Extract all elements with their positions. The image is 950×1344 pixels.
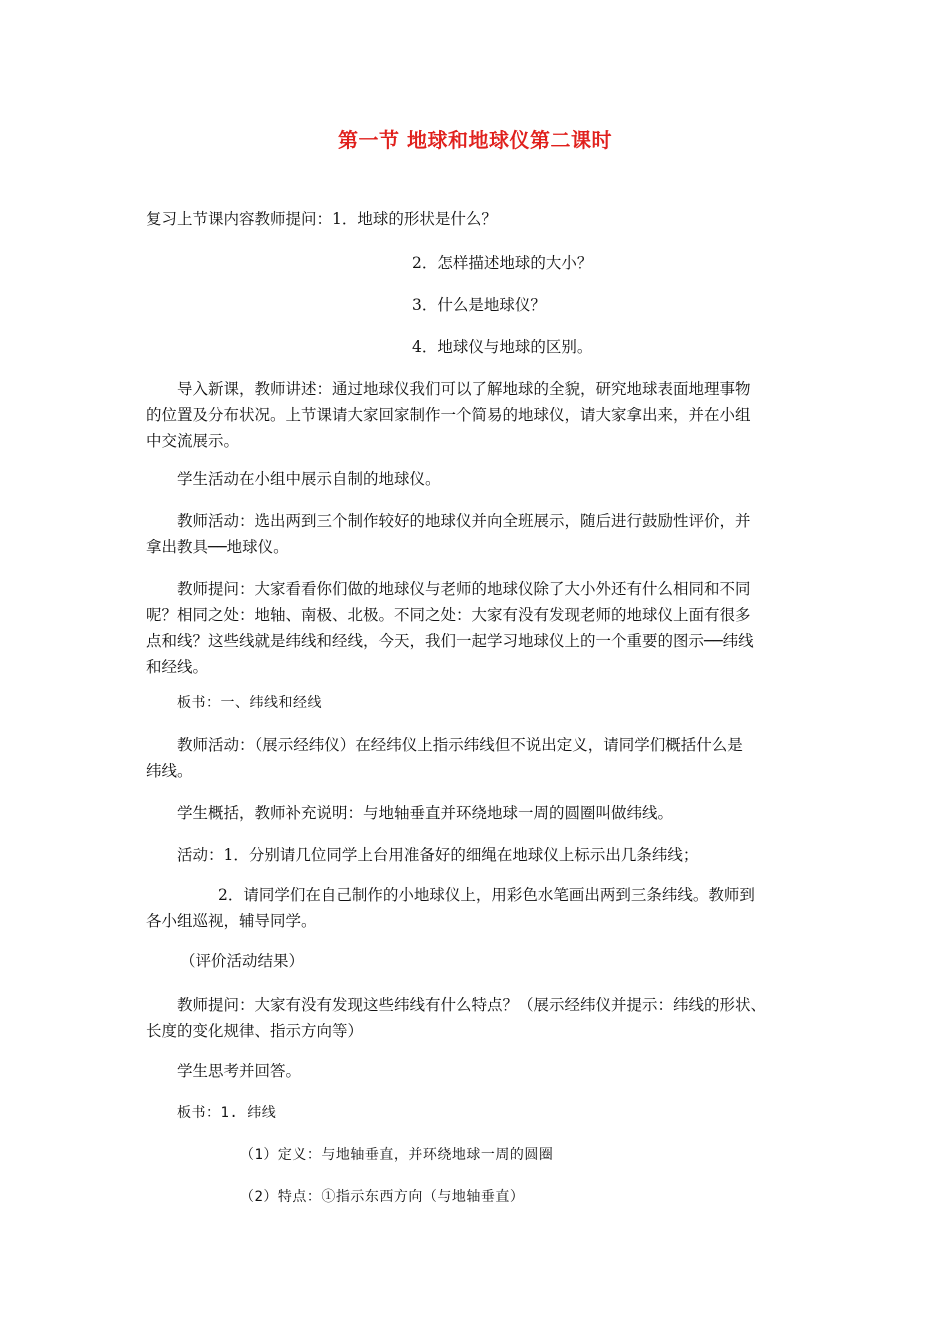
student-answer-paragraph: 学生思考并回答。: [177, 1062, 302, 1080]
review-question-3: 3．什么是地球仪？: [412, 296, 546, 314]
evaluation-note: （评价活动结果）: [180, 952, 305, 970]
teacher-activity-paragraph: [146, 508, 810, 560]
teacher-question-line-3: 点和线？这些线就是纬线和经线，今天，我们一起学习地球仪上的一个重要的图示──纬线: [146, 632, 754, 650]
teacher-activity-line-2: 拿出教具──地球仪。: [146, 538, 289, 556]
teacher-activity-line-1: 教师活动：选出两到三个制作较好的地球仪并向全班展示，随后进行鼓励性评价，并: [177, 512, 751, 530]
teacher-question-line-4: 和经线。: [146, 658, 209, 676]
board-heading-2: 板书：1. 纬线: [177, 1105, 277, 1121]
board-heading-1: 板书：一、纬线和经线: [177, 695, 322, 711]
student-summary-paragraph: 学生概括，教师补充说明：与地轴垂直并环绕地球一周的圆圈叫做纬线。: [177, 804, 674, 822]
teacher-activity-2-line-2: 纬线。: [146, 762, 193, 780]
teacher-question-line-2: 呢？相同之处：地轴、南极、北极。不同之处：大家有没有发现老师的地球仪上面有很多: [146, 606, 751, 624]
teacher-question-2-line-1: 教师提问：大家有没有发现这些纬线有什么特点？（展示经纬仪并提示：纬线的形状、: [177, 996, 767, 1014]
activity-line-1: 活动：1．分别请几位同学上台用准备好的细绳在地球仪上标示出几条纬线；: [177, 846, 699, 864]
teacher-question-2-paragraph: [146, 992, 810, 1044]
teacher-activity-2-paragraph: [146, 732, 810, 784]
intro-line-2: 的位置及分布状况。上节课请大家回家制作一个简易的地球仪，请大家拿出来，并在小组: [146, 406, 751, 424]
intro-line-3: 中交流展示。: [146, 432, 240, 450]
teacher-question-line-1: 教师提问：大家看看你们做的地球仪与老师的地球仪除了大小外还有什么相同和不同: [177, 580, 751, 598]
activity-paragraph-2: [146, 882, 810, 934]
activity-line-2: 2．请同学们在自己制作的小地球仪上，用彩色水笔画出两到三条纬线。教师到: [218, 886, 755, 904]
review-question-2: 2．怎样描述地球的大小？: [412, 254, 593, 272]
teacher-activity-2-line-1: 教师活动：（展示经纬仪）在经纬仪上指示纬线但不说出定义，请同学们概括什么是: [177, 736, 743, 754]
teacher-question-paragraph: [146, 576, 810, 680]
board-feature: （2）特点：①指示东西方向（与地轴垂直）: [240, 1189, 525, 1205]
intro-paragraph: [146, 376, 810, 454]
activity-line-3: 各小组巡视，辅导同学。: [146, 912, 317, 930]
review-question-1: 复习上节课内容教师提问：1．地球的形状是什么？: [146, 210, 497, 228]
teacher-question-2-line-2: 长度的变化规律、指示方向等）: [146, 1022, 364, 1040]
review-question-4: 4．地球仪与地球的区别。: [412, 338, 593, 356]
document-title: 第一节 地球和地球仪第二课时: [338, 128, 612, 152]
board-definition: （1）定义：与地轴垂直，并环绕地球一周的圆圈: [240, 1147, 554, 1163]
student-activity-paragraph: 学生活动在小组中展示自制的地球仪。: [177, 470, 441, 488]
intro-line-1: 导入新课，教师讲述：通过地球仪我们可以了解地球的全貌，研究地球表面地理事物: [177, 380, 751, 398]
